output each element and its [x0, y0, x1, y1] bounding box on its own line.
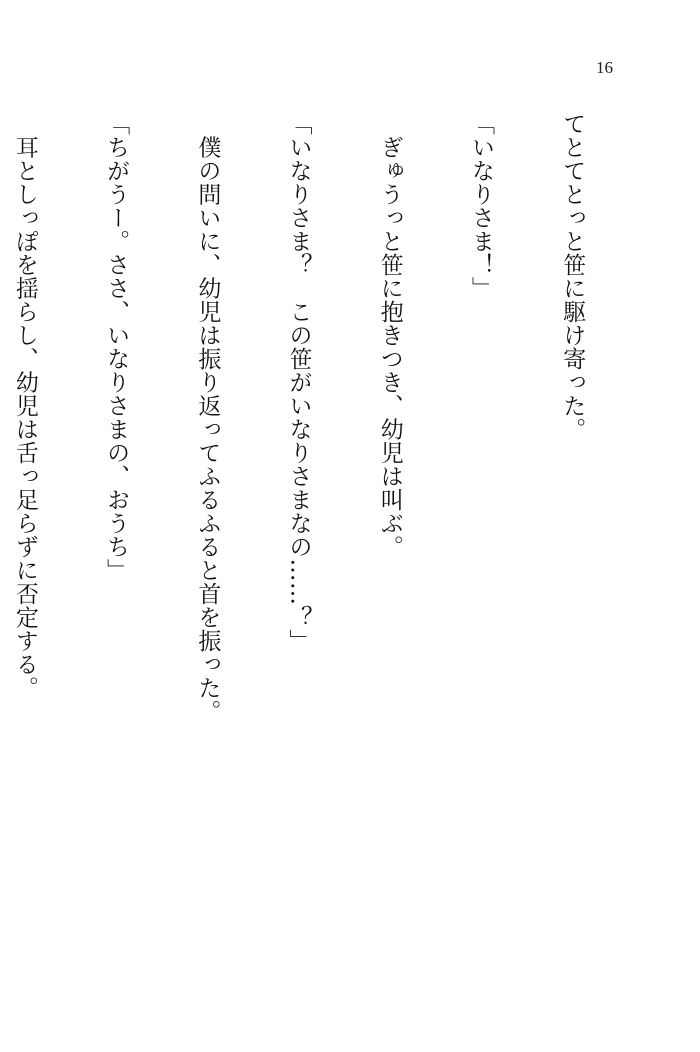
text-line-6: 「ちがうー。ささ、いなりさまの、おうち」 — [103, 112, 130, 582]
text-line-1: てとてとっと笹に駆け寄った。 — [559, 112, 586, 441]
text-line-5: 僕の問いに、幼児は振り返ってふるふると首を振った。 — [194, 112, 221, 723]
text-line-7: 耳としっぽを揺らし、幼児は舌っ足らずに否定する。 — [11, 112, 38, 700]
text-line-2: 「いなりさま！」 — [467, 112, 494, 300]
vertical-body-text — [11, 112, 648, 972]
text-line-3: ぎゅうっと笹に抱きつき、幼児は叫ぶ。 — [376, 112, 403, 559]
page-number: 16 — [596, 58, 613, 77]
text-line-4: 「いなりさま？ この笹がいなりさまなの……？」 — [285, 112, 312, 653]
